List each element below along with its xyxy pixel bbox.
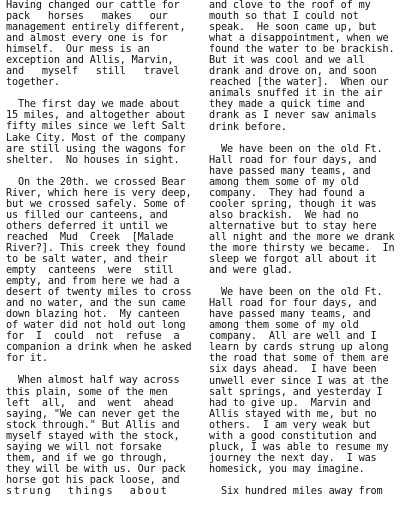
text-line: company. They had found a <box>209 187 365 199</box>
text-line: this plain, some of the men <box>6 386 168 398</box>
text-line: empty, and from here we had a <box>6 276 180 288</box>
text-line: Six hundred miles away from <box>209 485 383 497</box>
text-line: pluck, I was able to resume my <box>209 441 389 453</box>
text-line: reached [the water]. When our <box>209 77 389 89</box>
text-line: speak. He soon came up, but <box>209 22 377 34</box>
text-line: Hall road for four days, and <box>209 298 377 310</box>
text-line: cooler spring, though it was <box>209 198 377 210</box>
text-line: us filled our canteens, and <box>6 209 168 221</box>
text-line: pack horses makes our <box>6 11 168 23</box>
text-line: strung things about <box>6 485 169 497</box>
text-line: and myself still travel <box>6 66 180 78</box>
paragraph <box>209 0 394 133</box>
text-line: what a disappointment, when we <box>209 33 389 45</box>
text-line: for I could not refuse a <box>6 331 180 343</box>
text-line: stock through." But Allis and <box>6 419 180 431</box>
paragraph <box>6 99 191 165</box>
text-line: had to give up. Marvin and <box>209 397 371 409</box>
text-line: We have been on the old Ft. <box>209 143 383 155</box>
text-line: also brackish. We had no <box>209 209 359 221</box>
text-line: and were glad. <box>209 265 293 277</box>
text-line: and clove to the roof of my <box>209 0 371 11</box>
text-line: have passed many teams, and <box>209 165 371 177</box>
text-line: River, which here is very deep, <box>6 187 192 199</box>
text-line: company. All are well and I <box>209 331 377 343</box>
paragraph <box>6 177 191 365</box>
text-line: are still using the wagons for <box>6 143 186 155</box>
text-line: management entirely different, <box>6 22 186 34</box>
paragraph <box>209 144 394 277</box>
text-line: Lake City. Most of the company <box>6 132 186 144</box>
text-line: Hall road for four days, and <box>209 154 377 166</box>
text-line: mouth so that I could not <box>209 11 359 23</box>
text-line: six days ahead. I have been <box>209 364 377 376</box>
text-line: empty canteens were still <box>6 265 174 277</box>
text-line: saying, "We can never get the <box>6 408 180 420</box>
text-line: The first day we made about <box>6 99 180 111</box>
text-line: When almost half way across <box>6 375 180 387</box>
text-line: River?]. This creek they found <box>6 242 186 254</box>
text-line: others. I am very weak but <box>209 419 371 431</box>
text-line: We have been on the old Ft. <box>209 287 383 299</box>
text-line: 15 miles, and altogether about <box>6 110 186 122</box>
text-line: drink before. <box>209 121 287 133</box>
right-text-column <box>209 0 394 508</box>
text-line: others deferred it until we <box>6 220 168 232</box>
text-line: Allis stayed with me, but no <box>209 408 377 420</box>
text-line: shelter. No houses in sight. <box>6 154 180 166</box>
paragraph <box>6 0 191 88</box>
paragraph <box>209 287 394 475</box>
text-line: they will be with us. Our pack <box>6 463 186 475</box>
text-line: left all, and went ahead <box>6 397 174 409</box>
text-line: have passed many teams, and <box>209 309 371 321</box>
text-line: to be salt water, and their <box>6 253 168 265</box>
text-line: learn by cards strung up along <box>209 342 389 354</box>
text-line: of water did not hold out long <box>6 320 186 332</box>
text-line: salt springs, and yesterday I <box>209 386 383 398</box>
text-line: and almost every one is for <box>6 33 168 45</box>
text-line: down blazing hot. My canteen <box>6 309 180 321</box>
text-line: found the water to be brackish. <box>209 44 395 56</box>
text-line: exception and Allis, Marvin, <box>6 55 174 67</box>
left-text-column <box>6 0 191 508</box>
text-line: desert of twenty miles to cross <box>6 287 192 299</box>
text-line: On the 20th. we crossed Bear <box>6 176 186 188</box>
text-line: But it was cool and we all <box>209 55 365 67</box>
text-line: himself. Our mess is an <box>6 44 150 56</box>
text-line: animals snuffed it in the air <box>209 88 383 100</box>
text-line: reached Mud Creek [Malade <box>6 231 174 243</box>
paragraph <box>209 486 394 497</box>
text-line: saying we will not forsake <box>6 441 162 453</box>
text-line: drank and drove on, and soon <box>209 66 377 78</box>
text-line: sleep we forgot all about it <box>209 254 377 266</box>
text-line: among them some of my old <box>209 320 359 332</box>
text-line: myself stayed with the stock, <box>6 430 180 442</box>
text-line: for it. <box>6 353 48 365</box>
text-line: but we crossed safely. Some of <box>6 198 186 210</box>
text-line: journey the next day. I was <box>209 452 377 464</box>
text-line: among them some of my old <box>209 176 359 188</box>
text-line: them, and if we go through, <box>6 452 168 464</box>
text-line: the more thirsty we became. In <box>209 242 395 254</box>
text-line: companion a drink when he asked <box>6 342 192 354</box>
paragraph <box>6 375 191 497</box>
text-line: Having changed our cattle for <box>6 0 180 11</box>
text-line: the road that some of them are <box>209 353 389 365</box>
text-line: drank as I never saw animals <box>209 110 377 122</box>
text-line: all night and the more we drank <box>209 231 395 243</box>
text-line: and no water, and the sun came <box>6 298 186 310</box>
text-line: horse got his pack loose, and <box>6 474 180 486</box>
text-line: with a good constitution and <box>209 430 377 442</box>
text-line: together. <box>6 77 60 89</box>
text-line: homesick, you may imagine. <box>209 463 365 475</box>
text-line: fifty miles since we left Salt <box>6 121 186 133</box>
text-line: they made a quick time and <box>209 99 365 111</box>
text-line: unwell ever since I was at the <box>209 375 389 387</box>
text-line: alternative but to stay here <box>209 220 377 232</box>
